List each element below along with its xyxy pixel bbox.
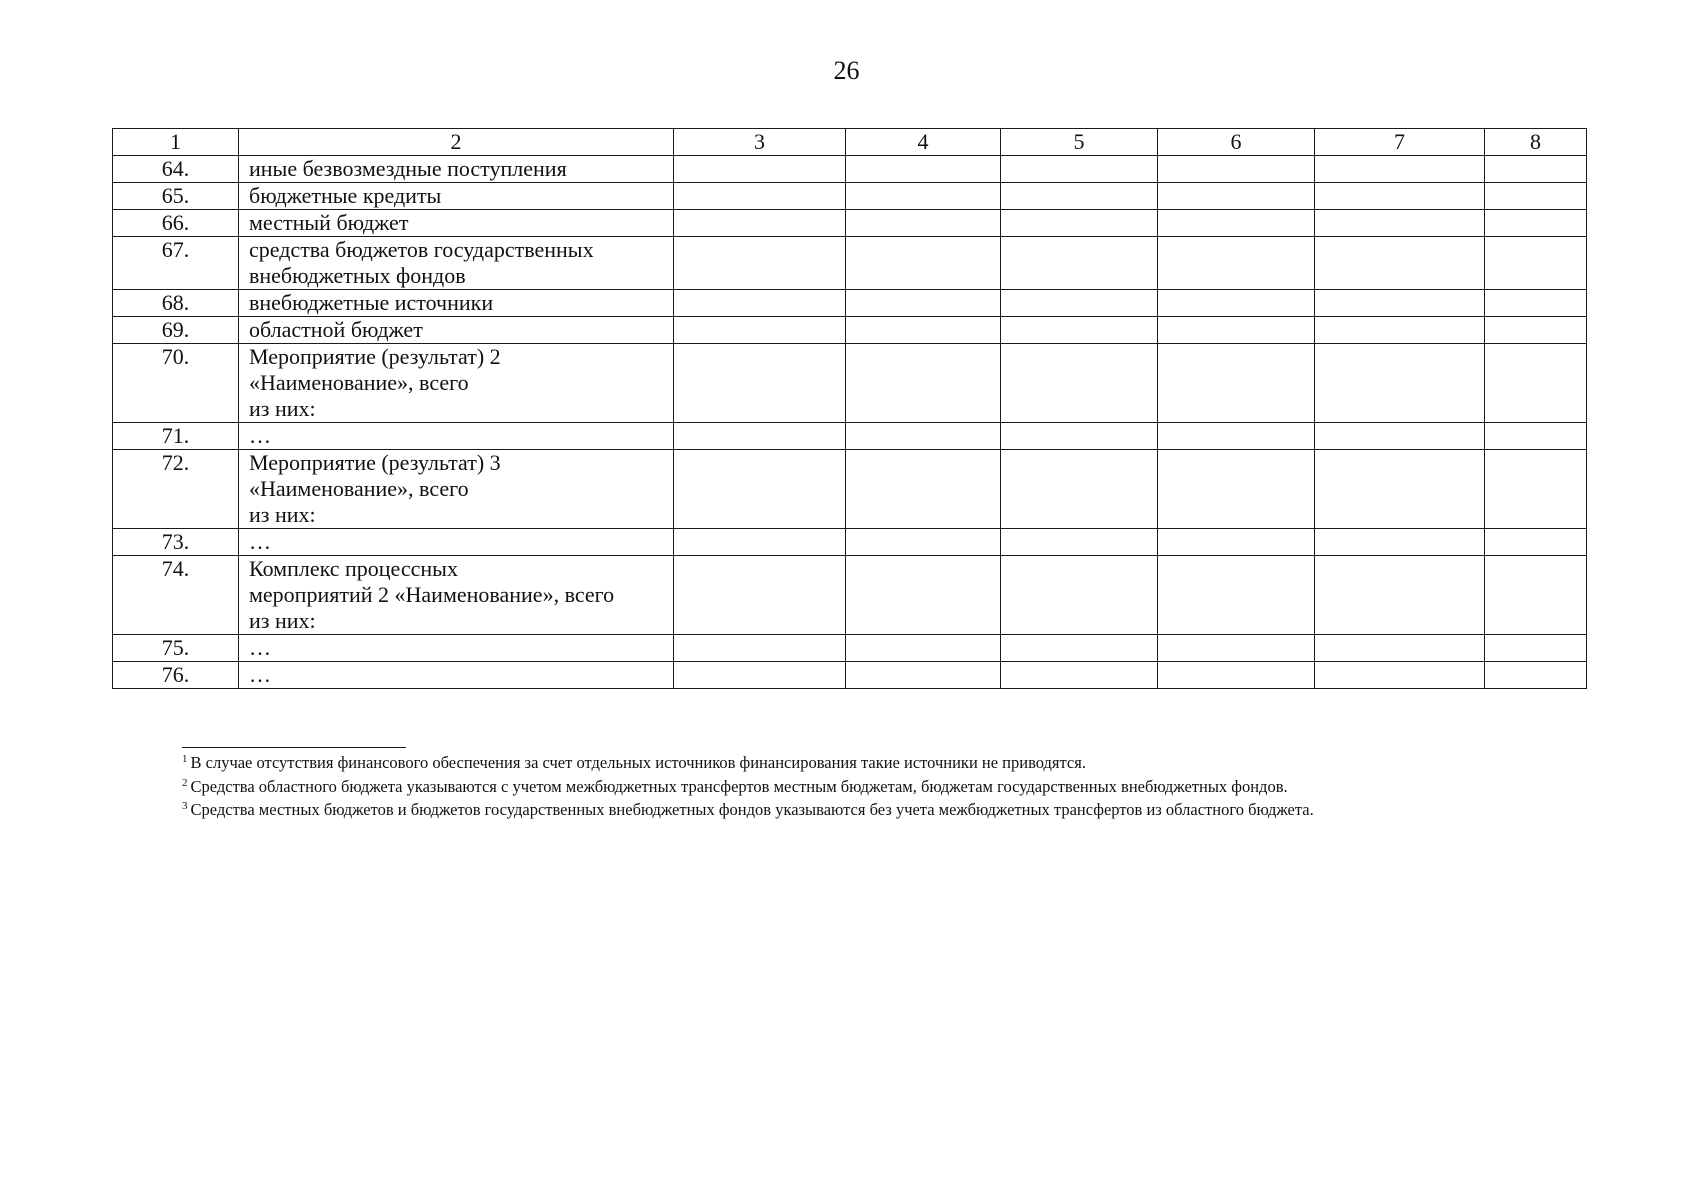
row-name-line: «Наименование», всего (249, 370, 469, 395)
footnote (182, 775, 1582, 799)
value-cell-col-5 (1001, 344, 1158, 423)
row-number: 68. (113, 290, 239, 317)
footnote-mark: 3 (182, 800, 188, 812)
value-cell-col-4 (846, 529, 1001, 556)
column-header: 7 (1315, 129, 1485, 156)
value-cell-col-6 (1158, 317, 1315, 344)
value-cell-col-4 (846, 662, 1001, 689)
value-cell-col-3 (674, 317, 846, 344)
footnote-separator (182, 747, 406, 748)
value-cell-col-5 (1001, 662, 1158, 689)
row-name-line: внебюджетных фондов (249, 263, 466, 288)
row-name (239, 529, 674, 556)
value-cell-col-8 (1485, 210, 1587, 237)
table-row (113, 156, 1587, 183)
value-cell-col-4 (846, 183, 1001, 210)
value-cell-col-8 (1485, 317, 1587, 344)
value-cell-col-7 (1315, 210, 1485, 237)
value-cell-col-3 (674, 450, 846, 529)
column-header: 2 (239, 129, 674, 156)
value-cell-col-4 (846, 450, 1001, 529)
row-number: 72. (113, 450, 239, 529)
row-name-line: «Наименование», всего (249, 476, 469, 501)
footnotes (182, 751, 1582, 822)
value-cell-col-5 (1001, 556, 1158, 635)
value-cell-col-8 (1485, 662, 1587, 689)
row-name (239, 635, 674, 662)
footnote-text: В случае отсутствия финансового обеспечения за счет отдельных источников финансирования такие источники не приводятся. (190, 753, 1086, 772)
value-cell-col-8 (1485, 423, 1587, 450)
value-cell-col-7 (1315, 183, 1485, 210)
row-number: 67. (113, 237, 239, 290)
row-number: 71. (113, 423, 239, 450)
value-cell-col-4 (846, 210, 1001, 237)
value-cell-col-7 (1315, 635, 1485, 662)
value-cell-col-3 (674, 290, 846, 317)
value-cell-col-7 (1315, 423, 1485, 450)
value-cell-col-4 (846, 237, 1001, 290)
value-cell-col-8 (1485, 183, 1587, 210)
value-cell-col-3 (674, 529, 846, 556)
value-cell-col-8 (1485, 237, 1587, 290)
row-name-line: из них: (249, 608, 316, 633)
table-row (113, 529, 1587, 556)
value-cell-col-5 (1001, 529, 1158, 556)
table-row (113, 423, 1587, 450)
value-cell-col-6 (1158, 156, 1315, 183)
footnote-text: Средства областного бюджета указываются с учетом межбюджетных трансфертов местным бюджетам, бюджетам государственных внебюджетных фондов. (190, 776, 1288, 796)
row-name (239, 237, 674, 290)
value-cell-col-4 (846, 423, 1001, 450)
value-cell-col-6 (1158, 183, 1315, 210)
table-row (113, 210, 1587, 237)
column-header: 5 (1001, 129, 1158, 156)
value-cell-col-6 (1158, 662, 1315, 689)
value-cell-col-5 (1001, 635, 1158, 662)
row-name-line: … (249, 635, 271, 660)
table-row (113, 237, 1587, 290)
value-cell-col-3 (674, 635, 846, 662)
value-cell-col-5 (1001, 210, 1158, 237)
value-cell-col-3 (674, 344, 846, 423)
value-cell-col-6 (1158, 210, 1315, 237)
value-cell-col-5 (1001, 317, 1158, 344)
value-cell-col-3 (674, 237, 846, 290)
column-header: 4 (846, 129, 1001, 156)
value-cell-col-7 (1315, 317, 1485, 344)
row-name (239, 290, 674, 317)
column-header: 3 (674, 129, 846, 156)
row-number: 65. (113, 183, 239, 210)
value-cell-col-6 (1158, 556, 1315, 635)
row-name (239, 210, 674, 237)
row-number: 66. (113, 210, 239, 237)
row-name-line: … (249, 423, 271, 448)
value-cell-col-8 (1485, 450, 1587, 529)
value-cell-col-8 (1485, 156, 1587, 183)
row-name-line: из них: (249, 502, 316, 527)
value-cell-col-4 (846, 344, 1001, 423)
row-name-line: Мероприятие (результат) 3 (249, 450, 501, 475)
value-cell-col-8 (1485, 635, 1587, 662)
row-name-line: Мероприятие (результат) 2 (249, 344, 501, 369)
value-cell-col-8 (1485, 344, 1587, 423)
row-name (239, 344, 674, 423)
row-name-line: средства бюджетов государственных (249, 237, 594, 262)
value-cell-col-3 (674, 556, 846, 635)
financing-table (112, 128, 1587, 689)
row-name-line: иные безвозмездные поступления (249, 156, 567, 181)
row-name-line: местный бюджет (249, 210, 409, 235)
row-name (239, 156, 674, 183)
value-cell-col-7 (1315, 556, 1485, 635)
footnote (182, 798, 1582, 822)
value-cell-col-4 (846, 556, 1001, 635)
row-name-line: областной бюджет (249, 317, 423, 342)
column-header: 1 (113, 129, 239, 156)
footnote-mark: 2 (182, 776, 188, 789)
row-name-line: … (249, 529, 271, 554)
value-cell-col-6 (1158, 529, 1315, 556)
table-row (113, 290, 1587, 317)
value-cell-col-3 (674, 183, 846, 210)
column-header: 8 (1485, 129, 1587, 156)
table-header-row (113, 129, 1587, 156)
row-name (239, 183, 674, 210)
table-row (113, 635, 1587, 662)
row-number: 70. (113, 344, 239, 423)
row-number: 76. (113, 662, 239, 689)
value-cell-col-5 (1001, 237, 1158, 290)
value-cell-col-6 (1158, 635, 1315, 662)
column-header: 6 (1158, 129, 1315, 156)
row-name (239, 423, 674, 450)
row-name (239, 317, 674, 344)
value-cell-col-3 (674, 156, 846, 183)
table-row (113, 556, 1587, 635)
footnote-mark: 1 (182, 753, 188, 765)
page-number: 26 (833, 56, 860, 85)
value-cell-col-7 (1315, 344, 1485, 423)
value-cell-col-4 (846, 317, 1001, 344)
table-row (113, 344, 1587, 423)
value-cell-col-3 (674, 423, 846, 450)
row-name (239, 556, 674, 635)
row-name-line: внебюджетные источники (249, 290, 494, 315)
value-cell-col-7 (1315, 237, 1485, 290)
value-cell-col-7 (1315, 156, 1485, 183)
value-cell-col-8 (1485, 290, 1587, 317)
value-cell-col-8 (1485, 529, 1587, 556)
value-cell-col-7 (1315, 662, 1485, 689)
value-cell-col-6 (1158, 237, 1315, 290)
row-name (239, 662, 674, 689)
row-name-line: … (249, 662, 271, 687)
row-number: 69. (113, 317, 239, 344)
value-cell-col-7 (1315, 450, 1485, 529)
value-cell-col-6 (1158, 450, 1315, 529)
footnote-text: Средства местных бюджетов и бюджетов государственных внебюджетных фондов указываются без учета межбюджетных трансфертов из областного бюджета. (190, 800, 1314, 819)
table-row (113, 183, 1587, 210)
value-cell-col-3 (674, 662, 846, 689)
row-number: 75. (113, 635, 239, 662)
row-name-line: Комплекс процессных (249, 556, 458, 581)
value-cell-col-5 (1001, 156, 1158, 183)
table-row (113, 662, 1587, 689)
value-cell-col-5 (1001, 450, 1158, 529)
row-name (239, 450, 674, 529)
value-cell-col-4 (846, 290, 1001, 317)
value-cell-col-4 (846, 635, 1001, 662)
footnote (182, 751, 1582, 775)
row-number: 74. (113, 556, 239, 635)
value-cell-col-6 (1158, 344, 1315, 423)
value-cell-col-5 (1001, 290, 1158, 317)
value-cell-col-8 (1485, 556, 1587, 635)
row-number: 73. (113, 529, 239, 556)
row-name-line: бюджетные кредиты (249, 183, 442, 208)
row-number: 64. (113, 156, 239, 183)
value-cell-col-5 (1001, 183, 1158, 210)
value-cell-col-6 (1158, 423, 1315, 450)
value-cell-col-7 (1315, 290, 1485, 317)
row-name-line: мероприятий 2 «Наименование», всего (249, 582, 615, 607)
value-cell-col-7 (1315, 529, 1485, 556)
value-cell-col-3 (674, 210, 846, 237)
value-cell-col-4 (846, 156, 1001, 183)
table-row (113, 317, 1587, 344)
row-name-line: из них: (249, 396, 316, 421)
table-row (113, 450, 1587, 529)
value-cell-col-6 (1158, 290, 1315, 317)
value-cell-col-5 (1001, 423, 1158, 450)
